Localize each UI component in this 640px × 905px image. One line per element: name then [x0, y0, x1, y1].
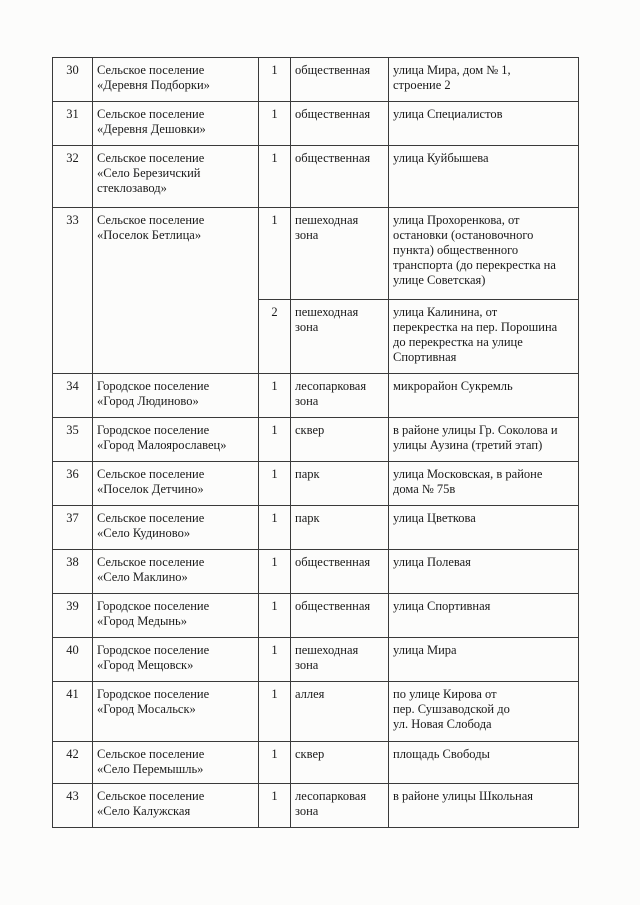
- row-number: 30: [53, 58, 93, 102]
- territory-type: парк: [291, 506, 389, 550]
- row-number: 35: [53, 418, 93, 462]
- territory-type: общественная: [291, 550, 389, 594]
- object-count: 1: [259, 742, 291, 784]
- settlement-name: Сельское поселение «Село Перемышль»: [93, 742, 259, 784]
- territory-type: лесопарковая зона: [291, 784, 389, 828]
- territory-location: улица Московская, в районе дома № 75в: [389, 462, 579, 506]
- row-number: 43: [53, 784, 93, 828]
- table-row: [53, 638, 579, 682]
- settlement-name: Сельское поселение «Село Калужская: [93, 784, 259, 828]
- row-number: 33: [53, 208, 93, 374]
- row-number: 38: [53, 550, 93, 594]
- row-number: 39: [53, 594, 93, 638]
- territory-location: улица Цветкова: [389, 506, 579, 550]
- table-row: [53, 682, 579, 742]
- settlement-name: Городское поселение «Город Людиново»: [93, 374, 259, 418]
- table-row: [53, 506, 579, 550]
- territory-location: по улице Кирова от пер. Сушзаводской до ул. Новая Слобода: [389, 682, 579, 742]
- territory-location: площадь Свободы: [389, 742, 579, 784]
- table-row: [53, 374, 579, 418]
- territory-type: сквер: [291, 418, 389, 462]
- territory-type: общественная: [291, 102, 389, 146]
- settlement-name: Городское поселение «Город Мосальск»: [93, 682, 259, 742]
- object-count: 1: [259, 638, 291, 682]
- row-number: 40: [53, 638, 93, 682]
- territory-location: микрорайон Сукремль: [389, 374, 579, 418]
- object-count: 1: [259, 58, 291, 102]
- settlement-name: Сельское поселение «Село Березичский стеклозавод»: [93, 146, 259, 208]
- table-row: [53, 784, 579, 828]
- territory-location: в районе улицы Гр. Соколова и улицы Аузина (третий этап): [389, 418, 579, 462]
- object-count: 1: [259, 784, 291, 828]
- territory-type: пешеходная зона: [291, 208, 389, 300]
- object-count: 1: [259, 418, 291, 462]
- row-number: 34: [53, 374, 93, 418]
- object-count: 1: [259, 102, 291, 146]
- table-row: [53, 102, 579, 146]
- object-count: 1: [259, 506, 291, 550]
- row-number: 41: [53, 682, 93, 742]
- row-number: 42: [53, 742, 93, 784]
- territory-location: улица Прохоренкова, от остановки (остановочного пункта) общественного транспорта (до перекрестка на улице Советская): [389, 208, 579, 300]
- territory-type: общественная: [291, 146, 389, 208]
- territory-type: общественная: [291, 594, 389, 638]
- territory-type: пешеходная зона: [291, 300, 389, 374]
- table-row: [53, 418, 579, 462]
- settlement-name: Сельское поселение «Деревня Подборки»: [93, 58, 259, 102]
- territory-location: улица Мира: [389, 638, 579, 682]
- territory-type: сквер: [291, 742, 389, 784]
- object-count: 1: [259, 682, 291, 742]
- object-count: 1: [259, 594, 291, 638]
- territory-location: улица Калинина, от перекрестка на пер. Порошина до перекрестка на улице Спортивная: [389, 300, 579, 374]
- settlement-name: Сельское поселение «Село Маклино»: [93, 550, 259, 594]
- territory-type: общественная: [291, 58, 389, 102]
- object-count: 1: [259, 550, 291, 594]
- settlement-name: Городское поселение «Город Мещовск»: [93, 638, 259, 682]
- object-count: 1: [259, 374, 291, 418]
- territory-type: аллея: [291, 682, 389, 742]
- territory-type: лесопарковая зона: [291, 374, 389, 418]
- table-row: [53, 462, 579, 506]
- settlement-name: Сельское поселение «Село Кудиново»: [93, 506, 259, 550]
- territory-location: улица Куйбышева: [389, 146, 579, 208]
- table-row: [53, 742, 579, 784]
- object-count: 2: [259, 300, 291, 374]
- row-number: 36: [53, 462, 93, 506]
- territory-type: парк: [291, 462, 389, 506]
- row-number: 31: [53, 102, 93, 146]
- table-row: [53, 58, 579, 102]
- settlement-name: Городское поселение «Город Медынь»: [93, 594, 259, 638]
- territory-location: улица Полевая: [389, 550, 579, 594]
- territory-location: улица Специалистов: [389, 102, 579, 146]
- settlement-name: Сельское поселение «Поселок Детчино»: [93, 462, 259, 506]
- object-count: 1: [259, 208, 291, 300]
- table-row: [53, 550, 579, 594]
- table-row: [53, 208, 579, 300]
- table-row: [53, 594, 579, 638]
- settlement-name: Сельское поселение «Поселок Бетлица»: [93, 208, 259, 374]
- territory-location: улица Спортивная: [389, 594, 579, 638]
- row-number: 32: [53, 146, 93, 208]
- table-row: [53, 146, 579, 208]
- settlement-name: Городское поселение «Город Малоярославец»: [93, 418, 259, 462]
- territory-type: пешеходная зона: [291, 638, 389, 682]
- territory-location: в районе улицы Школьная: [389, 784, 579, 828]
- row-number: 37: [53, 506, 93, 550]
- object-count: 1: [259, 462, 291, 506]
- registry-table: [52, 57, 579, 828]
- settlement-name: Сельское поселение «Деревня Дешовки»: [93, 102, 259, 146]
- object-count: 1: [259, 146, 291, 208]
- territory-location: улица Мира, дом № 1, строение 2: [389, 58, 579, 102]
